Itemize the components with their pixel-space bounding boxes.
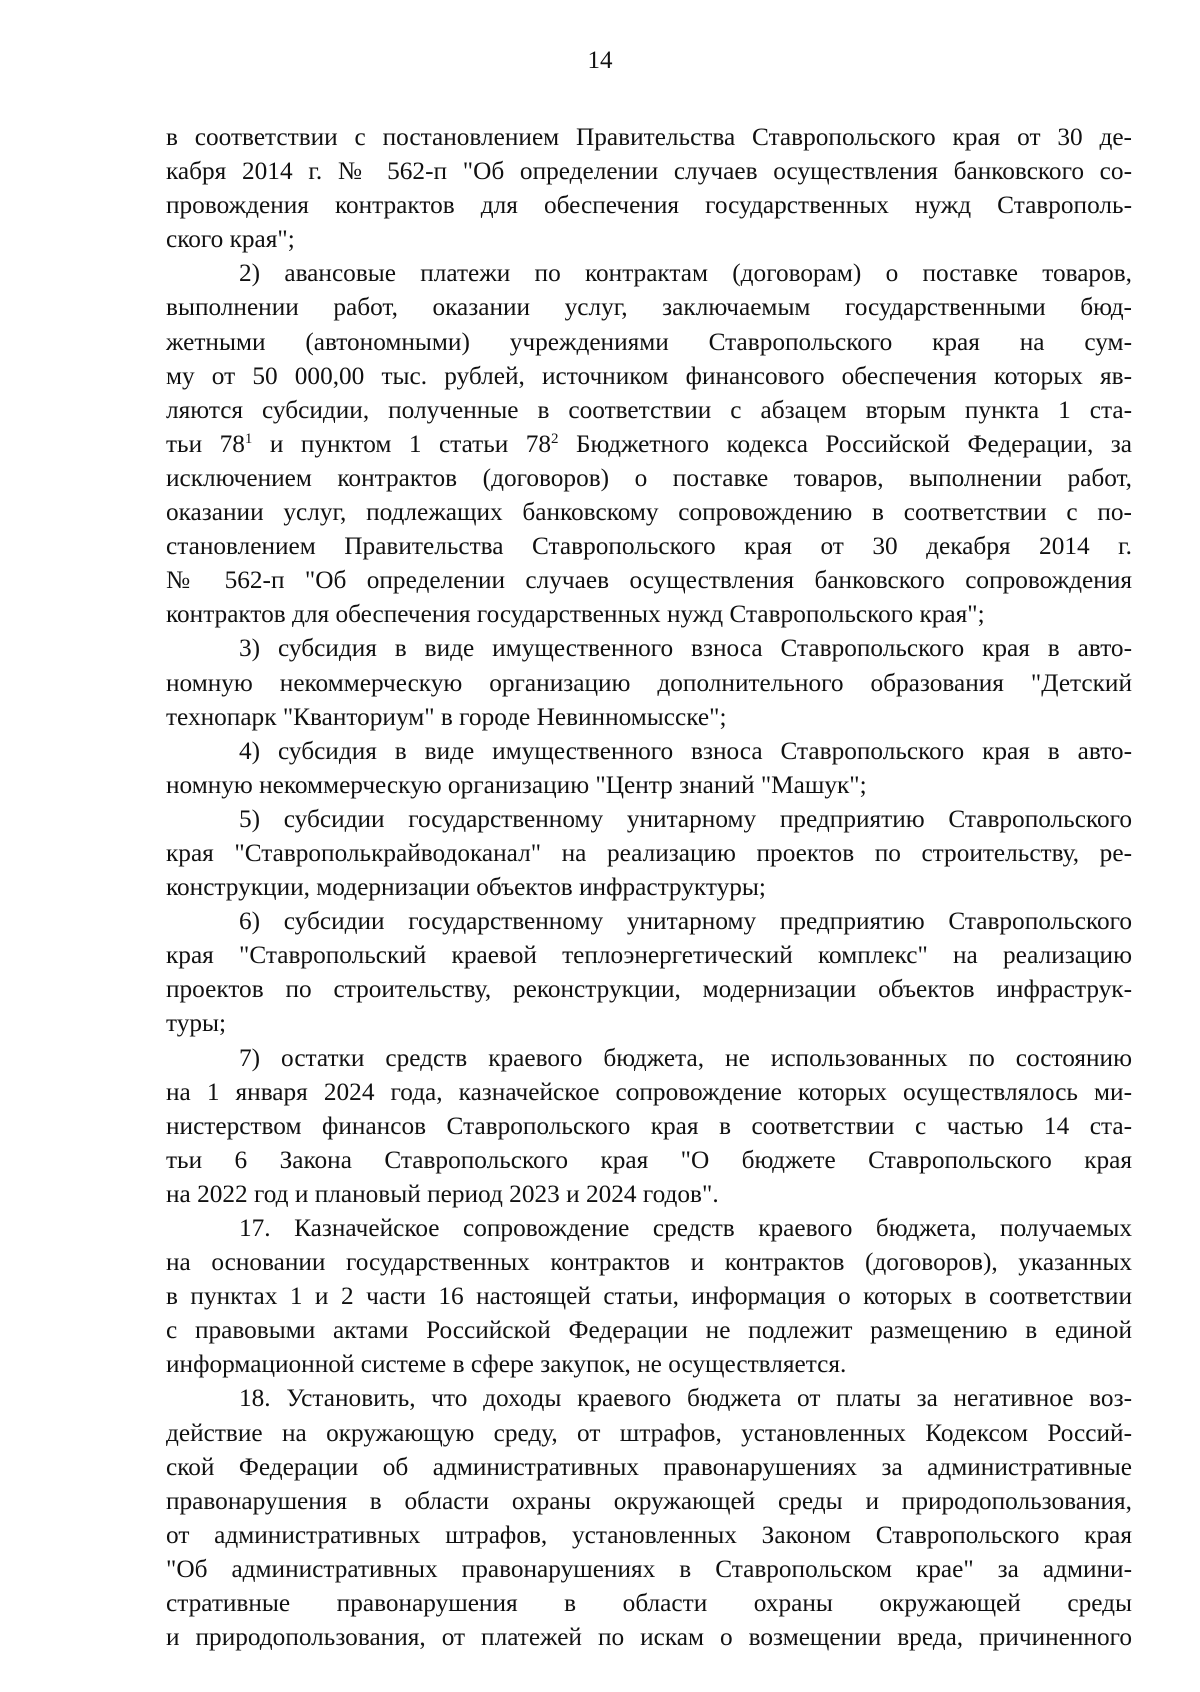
text-segment: нистерством финансов Ставропольского края в соответствии с частью 14 ста- (166, 1111, 1132, 1140)
text-line (166, 1313, 1132, 1347)
text-segment: жетными (автономными) учреждениями Ставропольского края на сум- (166, 327, 1132, 356)
text-segment: 5) субсидии государственному унитарному предприятию Ставропольского (239, 804, 1132, 833)
text-line (166, 563, 1132, 597)
text-line (166, 1211, 1132, 1245)
text-line (166, 256, 1132, 290)
text-segment: ской Федерации об административных правонарушениях за административные (166, 1452, 1132, 1481)
text-line (166, 427, 1132, 461)
text-line (166, 393, 1132, 427)
text-line (166, 802, 1132, 836)
text-segment: контрактов для обеспечения государственных нужд Ставропольского края"; (166, 600, 985, 629)
text-segment: и пунктом 1 статьи 78 (252, 429, 552, 458)
text-line (166, 1109, 1132, 1143)
text-segment: тьи 6 Закона Ставропольского края "О бюджете Ставропольского края (166, 1145, 1132, 1174)
text-segment: стративные правонарушения в области охраны окружающей среды (166, 1589, 1132, 1618)
text-line (166, 290, 1132, 324)
text-line (166, 700, 1132, 734)
text-segment: 2) авансовые платежи по контрактам (договорам) о поставке товаров, (239, 259, 1132, 288)
text-segment: кабря 2014 г. № 562-п "Об определении случаев осуществления банковского со- (166, 157, 1132, 186)
text-line (166, 1586, 1132, 1620)
text-line (166, 631, 1132, 665)
text-segment: ского края"; (166, 225, 295, 254)
text-segment: от административных штрафов, установленных Законом Ставропольского края (166, 1520, 1132, 1549)
text-line (166, 972, 1132, 1006)
text-segment: правонарушения в области охраны окружающей среды и природопользования, (166, 1486, 1132, 1515)
text-line (166, 495, 1132, 529)
text-segment: 6) субсидии государственному унитарному предприятию Ставропольского (239, 907, 1132, 936)
text-segment: 3) субсидия в виде имущественного взноса Ставропольского края в авто- (239, 634, 1132, 663)
text-line (166, 1518, 1132, 1552)
text-segment: Бюджетного кодекса Российской Федерации, за (558, 429, 1132, 458)
text-segment: становлением Правительства Ставропольского края от 30 декабря 2014 г. (166, 532, 1132, 561)
text-segment: на 2022 год и плановый период 2023 и 2024 годов". (166, 1179, 719, 1208)
text-segment: конструкции, модернизации объектов инфраструктуры; (166, 873, 766, 902)
text-segment: проектов по строительству, реконструкции, модернизации объектов инфраструк- (166, 975, 1132, 1004)
text-line (166, 529, 1132, 563)
text-segment: номную некоммерческую организацию дополнительного образования "Детский (166, 668, 1132, 697)
text-segment: информационной системе в сфере закупок, не осуществляется. (166, 1350, 847, 1379)
text-segment: № 562-п "Об определении случаев осуществления банковского сопровождения (166, 566, 1132, 595)
text-line (166, 1347, 1132, 1381)
text-line (166, 768, 1132, 802)
text-segment: 18. Установить, что доходы краевого бюджета от платы за негативное воз- (239, 1384, 1132, 1413)
text-line (166, 359, 1132, 393)
text-line (166, 154, 1132, 188)
text-segment: туры; (166, 1009, 227, 1038)
text-segment: в пунктах 1 и 2 части 16 настоящей статьи, информация о которых в соответствии (166, 1282, 1132, 1311)
superscript: 2 (551, 430, 559, 447)
text-segment: технопарк "Кванториум" в городе Невинномысске"; (166, 702, 727, 731)
document-body (166, 120, 1132, 1654)
text-line (166, 666, 1132, 700)
text-segment: тьи 78 (166, 429, 245, 458)
text-line (166, 1143, 1132, 1177)
text-segment: в соответствии с постановлением Правительства Ставропольского края от 30 де- (166, 123, 1132, 151)
text-segment: му от 50 000,00 тыс. рублей, источником финансового обеспечения которых яв- (166, 361, 1132, 390)
text-line (166, 1484, 1132, 1518)
text-segment: номную некоммерческую организацию "Центр знаний "Машук"; (166, 770, 867, 799)
text-segment: на основании государственных контрактов и контрактов (договоров), указанных (166, 1248, 1132, 1277)
text-segment: 7) остатки средств краевого бюджета, не использованных по состоянию (239, 1043, 1132, 1072)
text-segment: "Об административных правонарушениях в Ставропольском крае" за админи- (166, 1554, 1132, 1583)
text-line (166, 1450, 1132, 1484)
text-line (166, 325, 1132, 359)
text-line (166, 904, 1132, 938)
text-segment: края "Ставропольский краевой теплоэнергетический комплекс" на реализацию (166, 941, 1132, 970)
text-line (166, 1416, 1132, 1450)
text-segment: оказании услуг, подлежащих банковскому сопровождению в соответствии с по- (166, 498, 1132, 527)
text-segment: провождения контрактов для обеспечения государственных нужд Ставрополь- (166, 191, 1132, 220)
text-line (166, 120, 1132, 154)
text-line (166, 734, 1132, 768)
page-number: 14 (587, 47, 613, 74)
text-line (166, 870, 1132, 904)
text-line (166, 188, 1132, 222)
text-line (166, 1006, 1132, 1040)
text-line (166, 461, 1132, 495)
text-segment: действие на окружающую среду, от штрафов, установленных Кодексом Россий- (166, 1418, 1132, 1447)
text-line (166, 836, 1132, 870)
text-segment: выполнении работ, оказании услуг, заключаемым государственными бюд- (166, 293, 1132, 322)
text-line (166, 222, 1132, 256)
text-line (166, 1245, 1132, 1279)
text-line (166, 1552, 1132, 1586)
text-segment: исключением контрактов (договоров) о поставке товаров, выполнении работ, (166, 463, 1132, 492)
text-line (166, 1177, 1132, 1211)
text-segment: с правовыми актами Российской Федерации не подлежит размещению в единой (166, 1316, 1132, 1345)
text-segment: на 1 января 2024 года, казначейское сопровождение которых осуществлялось ми- (166, 1077, 1132, 1106)
text-line (166, 1381, 1132, 1415)
superscript: 1 (244, 430, 253, 447)
text-line (166, 1620, 1132, 1654)
text-segment: 17. Казначейское сопровождение средств краевого бюджета, получаемых (239, 1214, 1132, 1242)
text-line (166, 1075, 1132, 1109)
text-line (166, 938, 1132, 972)
text-segment: ляются субсидии, полученные в соответствии с абзацем вторым пункта 1 ста- (166, 395, 1132, 424)
text-line (166, 597, 1132, 631)
text-segment: 4) субсидия в виде имущественного взноса Ставропольского края в авто- (239, 736, 1132, 765)
text-line (166, 1041, 1132, 1075)
text-segment: края "Ставрополькрайводоканал" на реализацию проектов по строительству, ре- (166, 838, 1132, 867)
text-line (166, 1279, 1132, 1313)
text-segment: и природопользования, от платежей по искам о возмещении вреда, причиненного (166, 1623, 1132, 1652)
